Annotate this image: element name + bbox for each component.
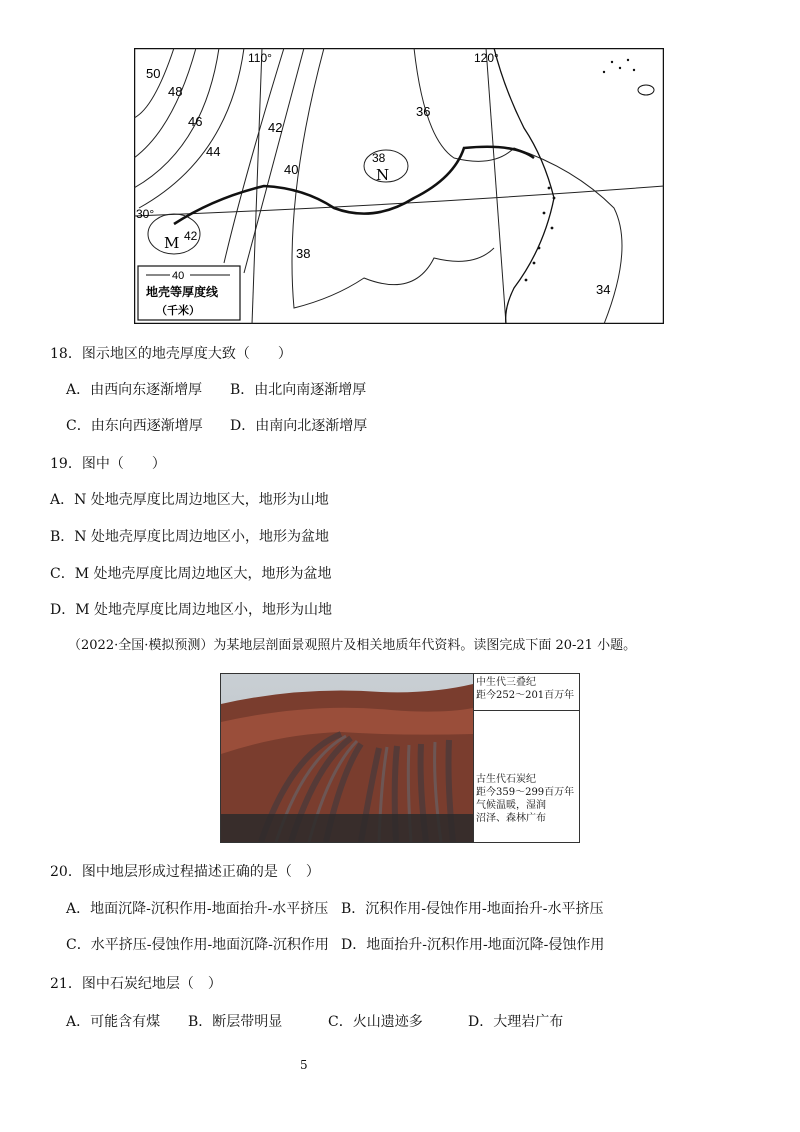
question-21-option-a[interactable]: A．可能含有煤 (66, 1014, 161, 1030)
contour-label: 42 (268, 120, 283, 135)
strata-photo-svg (221, 674, 473, 842)
contour-label: 38 (372, 151, 386, 165)
question-18-option-a[interactable]: A．由西向东逐渐增厚 (66, 382, 203, 398)
carboniferous-climate: 气候温暖，湿润 (476, 800, 546, 811)
question-18-option-d[interactable]: D．由南向北逐渐增厚 (230, 418, 368, 434)
question-19-option-c[interactable]: C．M 处地壳厚度比周边地区大，地形为盆地 (50, 566, 332, 582)
carboniferous-age: 距今359～299百万年 (476, 787, 575, 798)
question-18-option-c[interactable]: C．由东向西逐渐增厚 (66, 418, 203, 434)
question-21-option-d[interactable]: D．大理岩广布 (468, 1014, 564, 1030)
contour-label: 38 (296, 246, 311, 261)
question-20-option-b[interactable]: B．沉积作用-侵蚀作用-地面抬升-水平挤压 (341, 901, 604, 917)
crust-thickness-map (134, 48, 664, 324)
carboniferous-environment: 沼泽、森林广布 (476, 813, 546, 824)
question-21-stem: 21．图中石炭纪地层（ ） (50, 976, 222, 992)
question-19-stem: 19．图中（ ） (50, 456, 166, 472)
strata-photo (221, 674, 473, 842)
era-triassic (474, 674, 579, 711)
contour-label: 46 (188, 114, 203, 129)
triassic-name: 中生代三叠纪 (476, 677, 536, 688)
longitude-label: 120° (474, 51, 499, 65)
page-number: 5 (300, 1058, 308, 1072)
contour-label: 36 (416, 104, 431, 119)
latitude-label: 30° (136, 207, 155, 221)
legend-title: 地壳等厚度线 (146, 285, 219, 299)
section-intro: （2022·全国·模拟预测）为某地层剖面景观照片及相关地质年代资料。读图完成下面 20-21 小题。 (68, 638, 637, 653)
era-carboniferous (474, 711, 579, 842)
contour-label: 50 (146, 66, 161, 81)
question-19-option-d[interactable]: D．M 处地壳厚度比周边地区小，地形为山地 (50, 602, 333, 618)
carboniferous-name: 古生代石炭纪 (476, 774, 536, 785)
longitude-label: 110° (248, 51, 272, 65)
point-m-label: M (164, 234, 180, 252)
map-svg (134, 48, 664, 324)
question-21-option-c[interactable]: C．火山遗迹多 (328, 1014, 423, 1030)
question-19-option-a[interactable]: A．N 处地壳厚度比周边地区大，地形为山地 (50, 492, 329, 508)
legend-unit: （千米） (156, 304, 200, 317)
question-19-option-b[interactable]: B．N 处地壳厚度比周边地区小，地形为盆地 (50, 529, 329, 545)
contour-label: 42 (184, 229, 198, 243)
contour-label: 34 (596, 282, 611, 297)
question-18-stem: 18．图示地区的地壳厚度大致（ ） (50, 346, 292, 362)
question-20-option-a[interactable]: A．地面沉降-沉积作用-地面抬升-水平挤压 (66, 901, 329, 917)
geologic-era-panel (473, 674, 579, 842)
question-18-option-b[interactable]: B．由北向南逐渐增厚 (230, 382, 367, 398)
question-21-option-b[interactable]: B．断层带明显 (188, 1014, 283, 1030)
contour-label: 40 (284, 162, 299, 177)
contour-label: 44 (206, 144, 221, 159)
strata-photo-figure (220, 673, 580, 843)
question-20-option-d[interactable]: D．地面抬升-沉积作用-地面沉降-侵蚀作用 (341, 937, 605, 953)
question-20-stem: 20．图中地层形成过程描述正确的是（ ） (50, 864, 320, 880)
triassic-age: 距今252～201百万年 (476, 690, 575, 701)
question-20-option-c[interactable]: C．水平挤压-侵蚀作用-地面沉降-沉积作用 (66, 937, 329, 953)
legend-sample-value: 40 (172, 270, 185, 282)
point-n-label: N (376, 166, 390, 184)
contour-label: 48 (168, 84, 183, 99)
